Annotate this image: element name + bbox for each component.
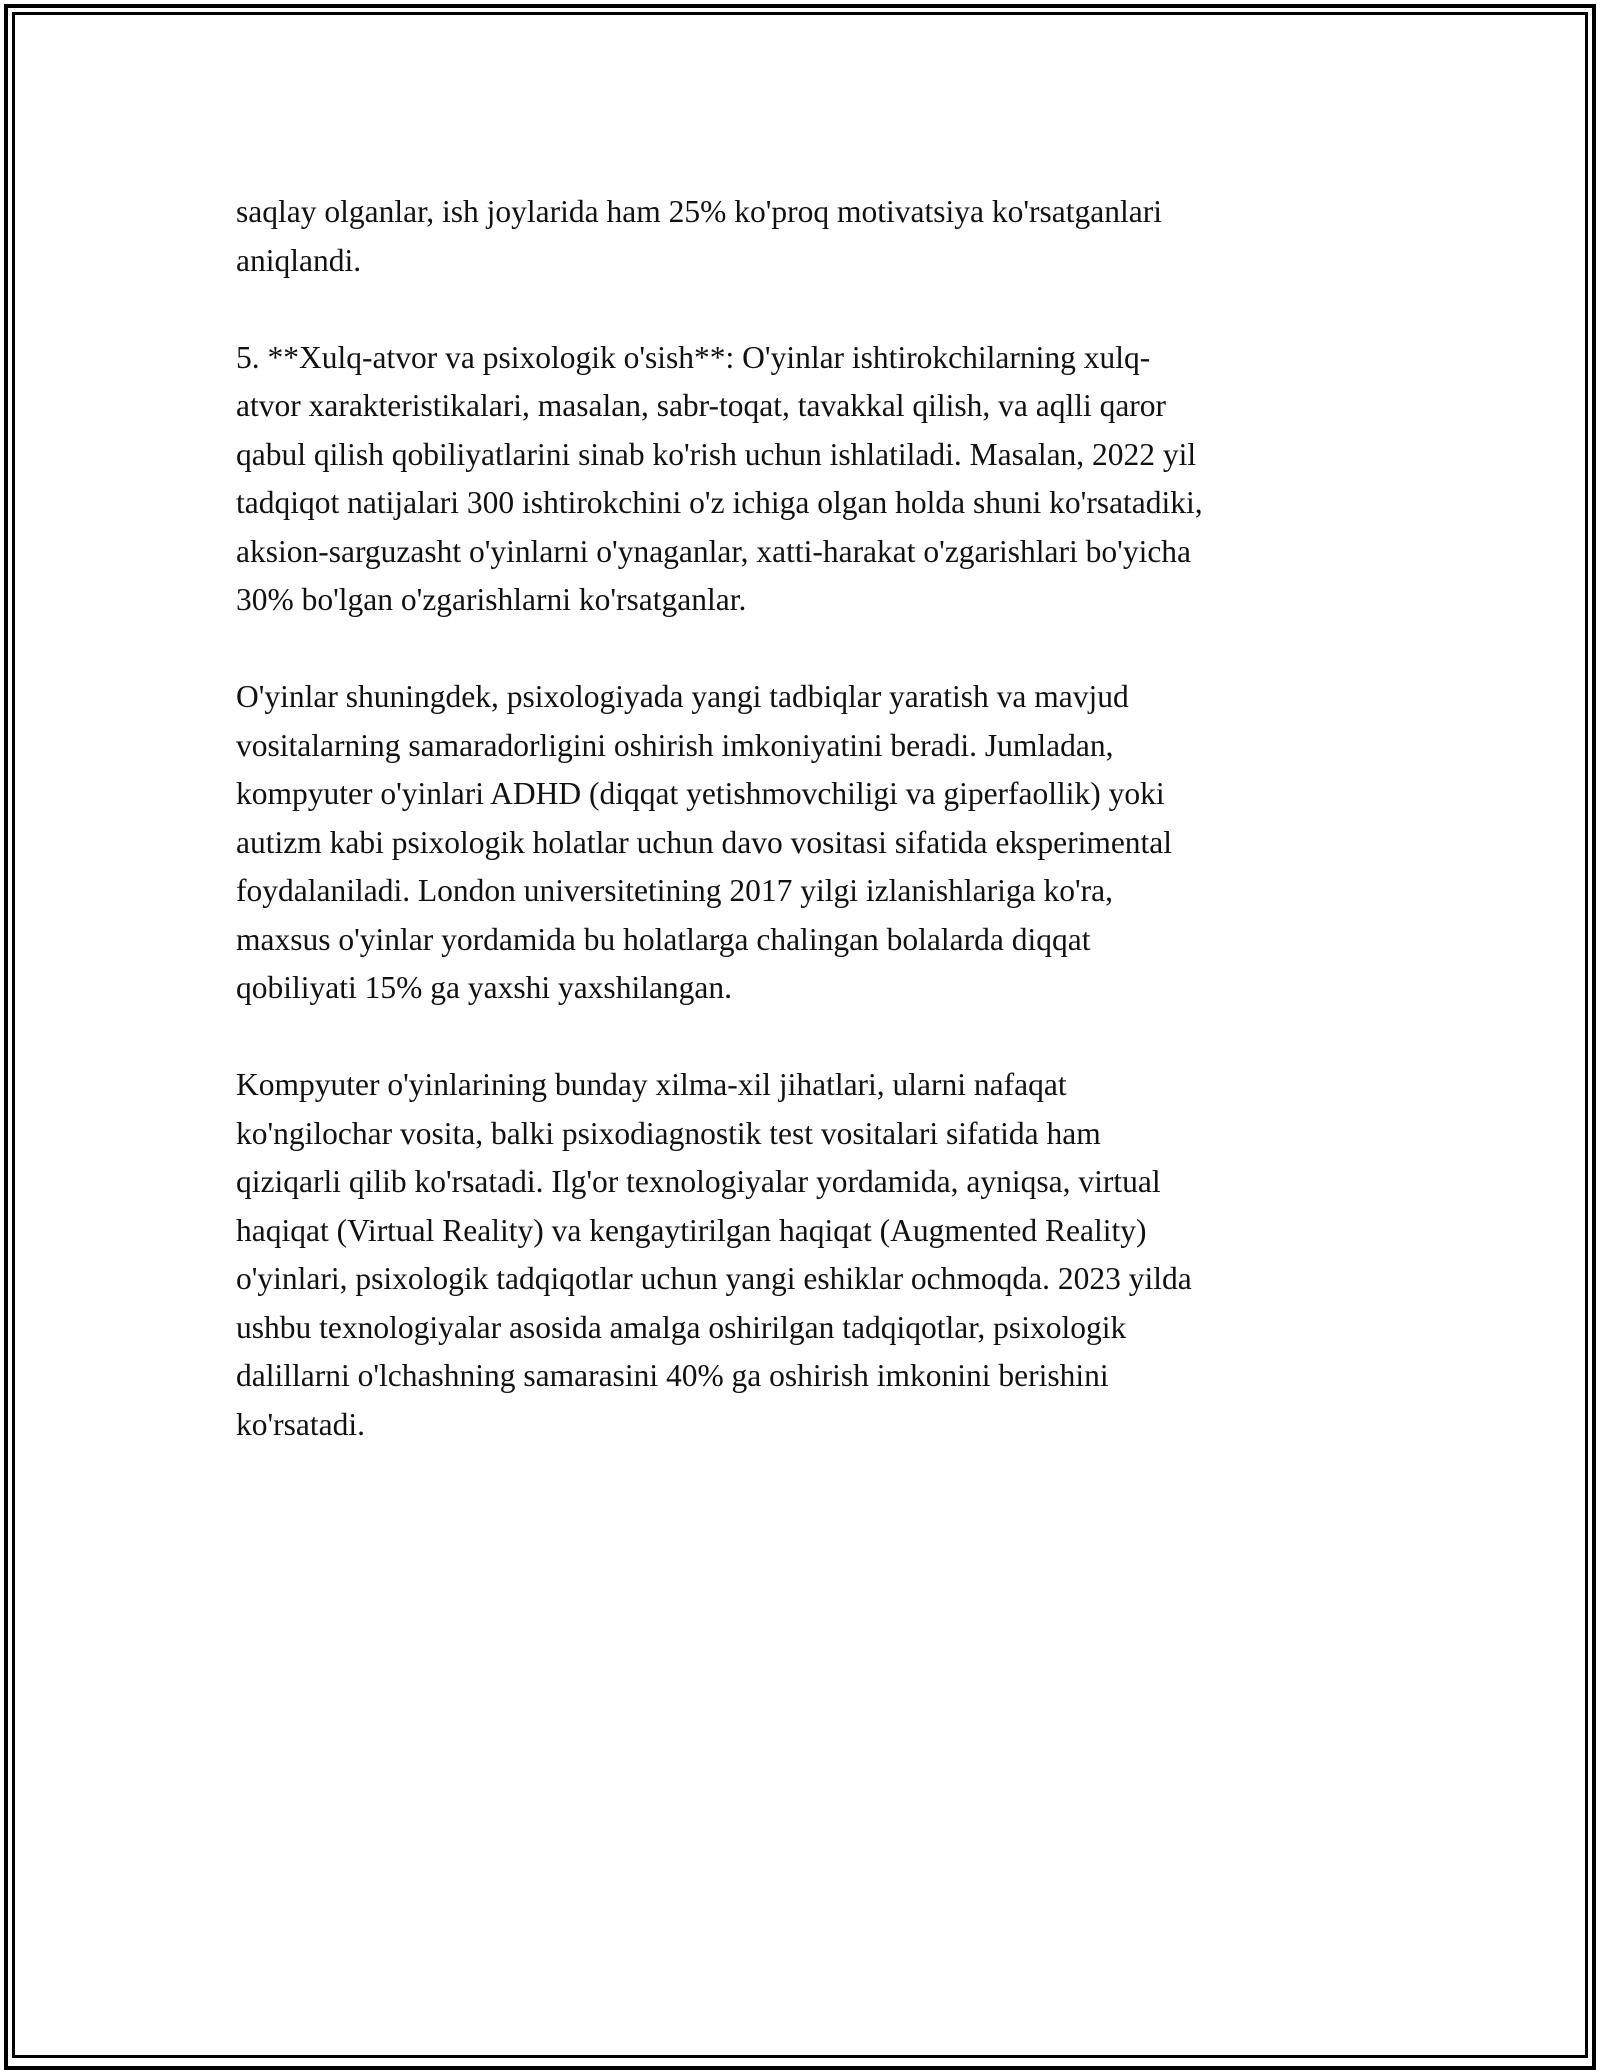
paragraph-vr-ar: Kompyuter o'yinlarining bunday xilma-xil jihatlari, ularni nafaqat ko'ngilochar vosita, balki psixodiagnostik test vositalari sifatida ham qiziqarli qilib ko'rsatadi. Ilg'or texnologiyalar yordamida, ayniqsa, virtual haqiqat (Virtual Reality) va kengaytirilgan haqiqat (Augmented Reality) o'yinlari, psixologik tadqiqotlar uchun yangi eshiklar ochmoqda. 2023 yilda ushbu texnologiyalar asosida amalga oshirilgan tadqiqotlar, psixologik dalillarni o'lchashning samarasini 40% ga oshirish imkonini berishini ko'rsatadi. — [236, 1067, 1192, 1442]
document-body — [236, 188, 1396, 1498]
paragraph-motivation: saqlay olganlar, ish joylarida ham 25% ko'proq motivatsiya ko'rsatganlari aniqlandi. — [236, 194, 1162, 278]
paragraph-behavior-growth: 5. **Xulq-atvor va psixologik o'sish**: O'yinlar ishtirokchilarning xulq- atvor xarakteristikalari, masalan, sabr-toqat, tavakkal qilish, va aqlli qaror qabul qilish qobiliyatlarini sinab ko'rish uchun ishlatiladi. Masalan, 2022 yil tadqiqot natijalari 300 ishtirokchini o'z ichiga olgan holda shuni ko'rsatadiki, aksion-sarguzasht o'yinlarni o'ynaganlar, xatti-harakat o'zgarishlari bo'yicha 30% bo'lgan o'zgarishlarni ko'rsatganlar. — [236, 339, 1203, 617]
paragraph-new-applications: O'yinlar shuningdek, psixologiyada yangi tadbiqlar yaratish va mavjud vositalarning samaradorligini oshirish imkoniyatini beradi. Jumladan, kompyuter o'yinlari ADHD (diqqat yetishmovchiligi va giperfaollik) yoki autizm kabi psixologik holatlar uchun davo vositasi sifatida eksperimental foydalaniladi. London universitetining 2017 yilgi izlanishlariga ko'ra, maxsus o'yinlar yordamida bu holatlarga chalingan bolalarda diqqat qobiliyati 15% ga yaxshi yaxshilangan. — [236, 679, 1173, 1005]
